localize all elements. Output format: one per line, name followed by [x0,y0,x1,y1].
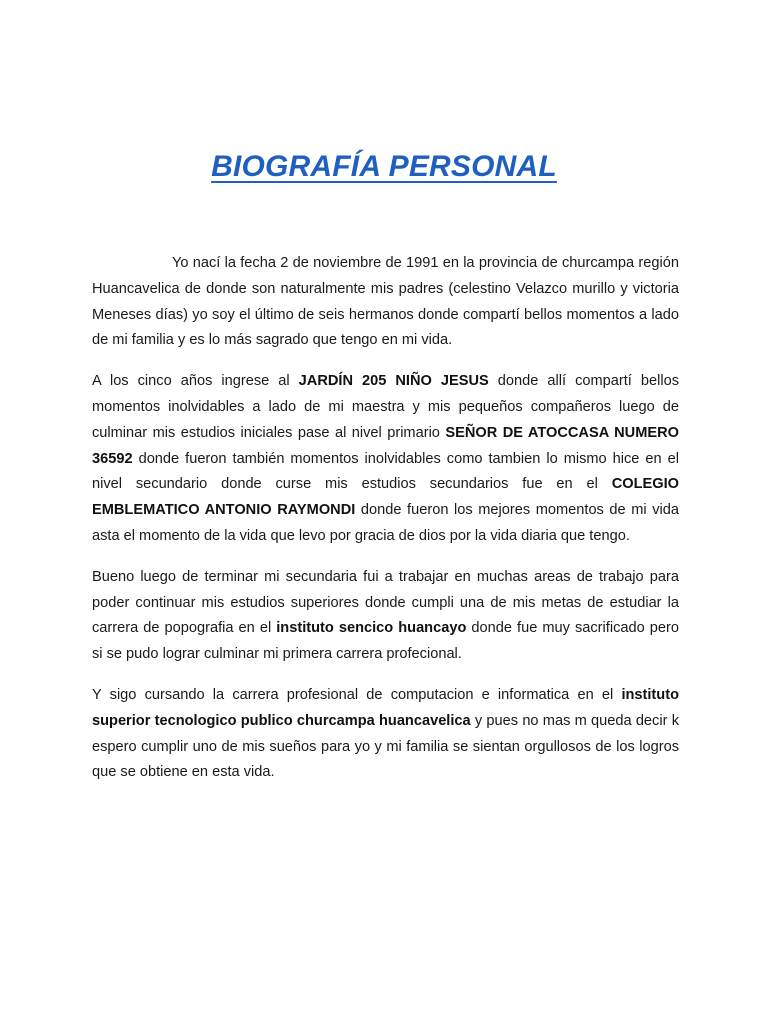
school-name-jardin: JARDÍN 205 NIÑO JESUS [298,373,489,390]
paragraph-1-text: Yo nací la fecha 2 de noviembre de 1991 en la provincia de churcampa región Huancavelica de donde son naturalmente mis padres (celestino Velazco murillo y victoria Meneses días) yo soy el último de seis hermanos donde compartí bellos momentos a lado de mi familia y es lo más sagrado que tengo en mi vida. [92,255,679,349]
paragraph-2-text-2: donde allí compartí bellos momentos inolvidables a lado de mi maestra y mis pequeños compañeros luego de culminar mis estudios iniciales pase al nivel primario [92,373,679,441]
paragraph-2-text-3: donde fueron también momentos inolvidables como tambien lo mismo hice en el nivel secundario donde curse mis estudios secundarios fue en el [92,450,679,493]
school-name-primaria: SEÑOR DE ATOCCASA NUMERO 36592 [92,424,679,467]
paragraph-3-text-1: Bueno luego de terminar mi secundaria fui a trabajar en muchas areas de trabajo para poder continuar mis estudios superiores donde cumpli una de mis metas de estudiar la carrera de popografia en el [92,568,679,637]
paragraph-3-text-2: donde fue muy sacrificado pero si se pudo lograr culminar mi primera carrera profecional. [92,620,679,663]
paragraph-1 [92,251,679,354]
paragraph-4-text-1: Y sigo cursando la carrera profesional de computacion e informatica en el [92,686,622,703]
paragraph-3 [92,565,679,668]
paragraph-2-text-4: donde fueron los mejores momentos de mi vida asta el momento de la vida que levo por gracia de dios por la vida diaria que tengo. [92,502,679,544]
document-body [92,251,679,801]
paragraph-4 [92,683,679,786]
paragraph-4-text-2: y pues no mas m queda decir k espero cumplir uno de mis sueños para yo y mi familia se sientan orgullosos de los logros que se obtiene en esta vida. [92,712,679,781]
paragraph-2-text-1: A los cinco años ingrese al [92,373,299,390]
school-name-colegio: COLEGIO EMBLEMATICO ANTONIO RAYMONDI [92,476,679,519]
institute-name-sencico: instituto sencico huancayo [276,620,467,637]
paragraph-2 [92,369,679,550]
institute-name-churcampa: instituto superior tecnologico publico churcampa huancavelica [92,686,679,729]
document-title: BIOGRAFÍA PERSONAL [211,150,557,183]
